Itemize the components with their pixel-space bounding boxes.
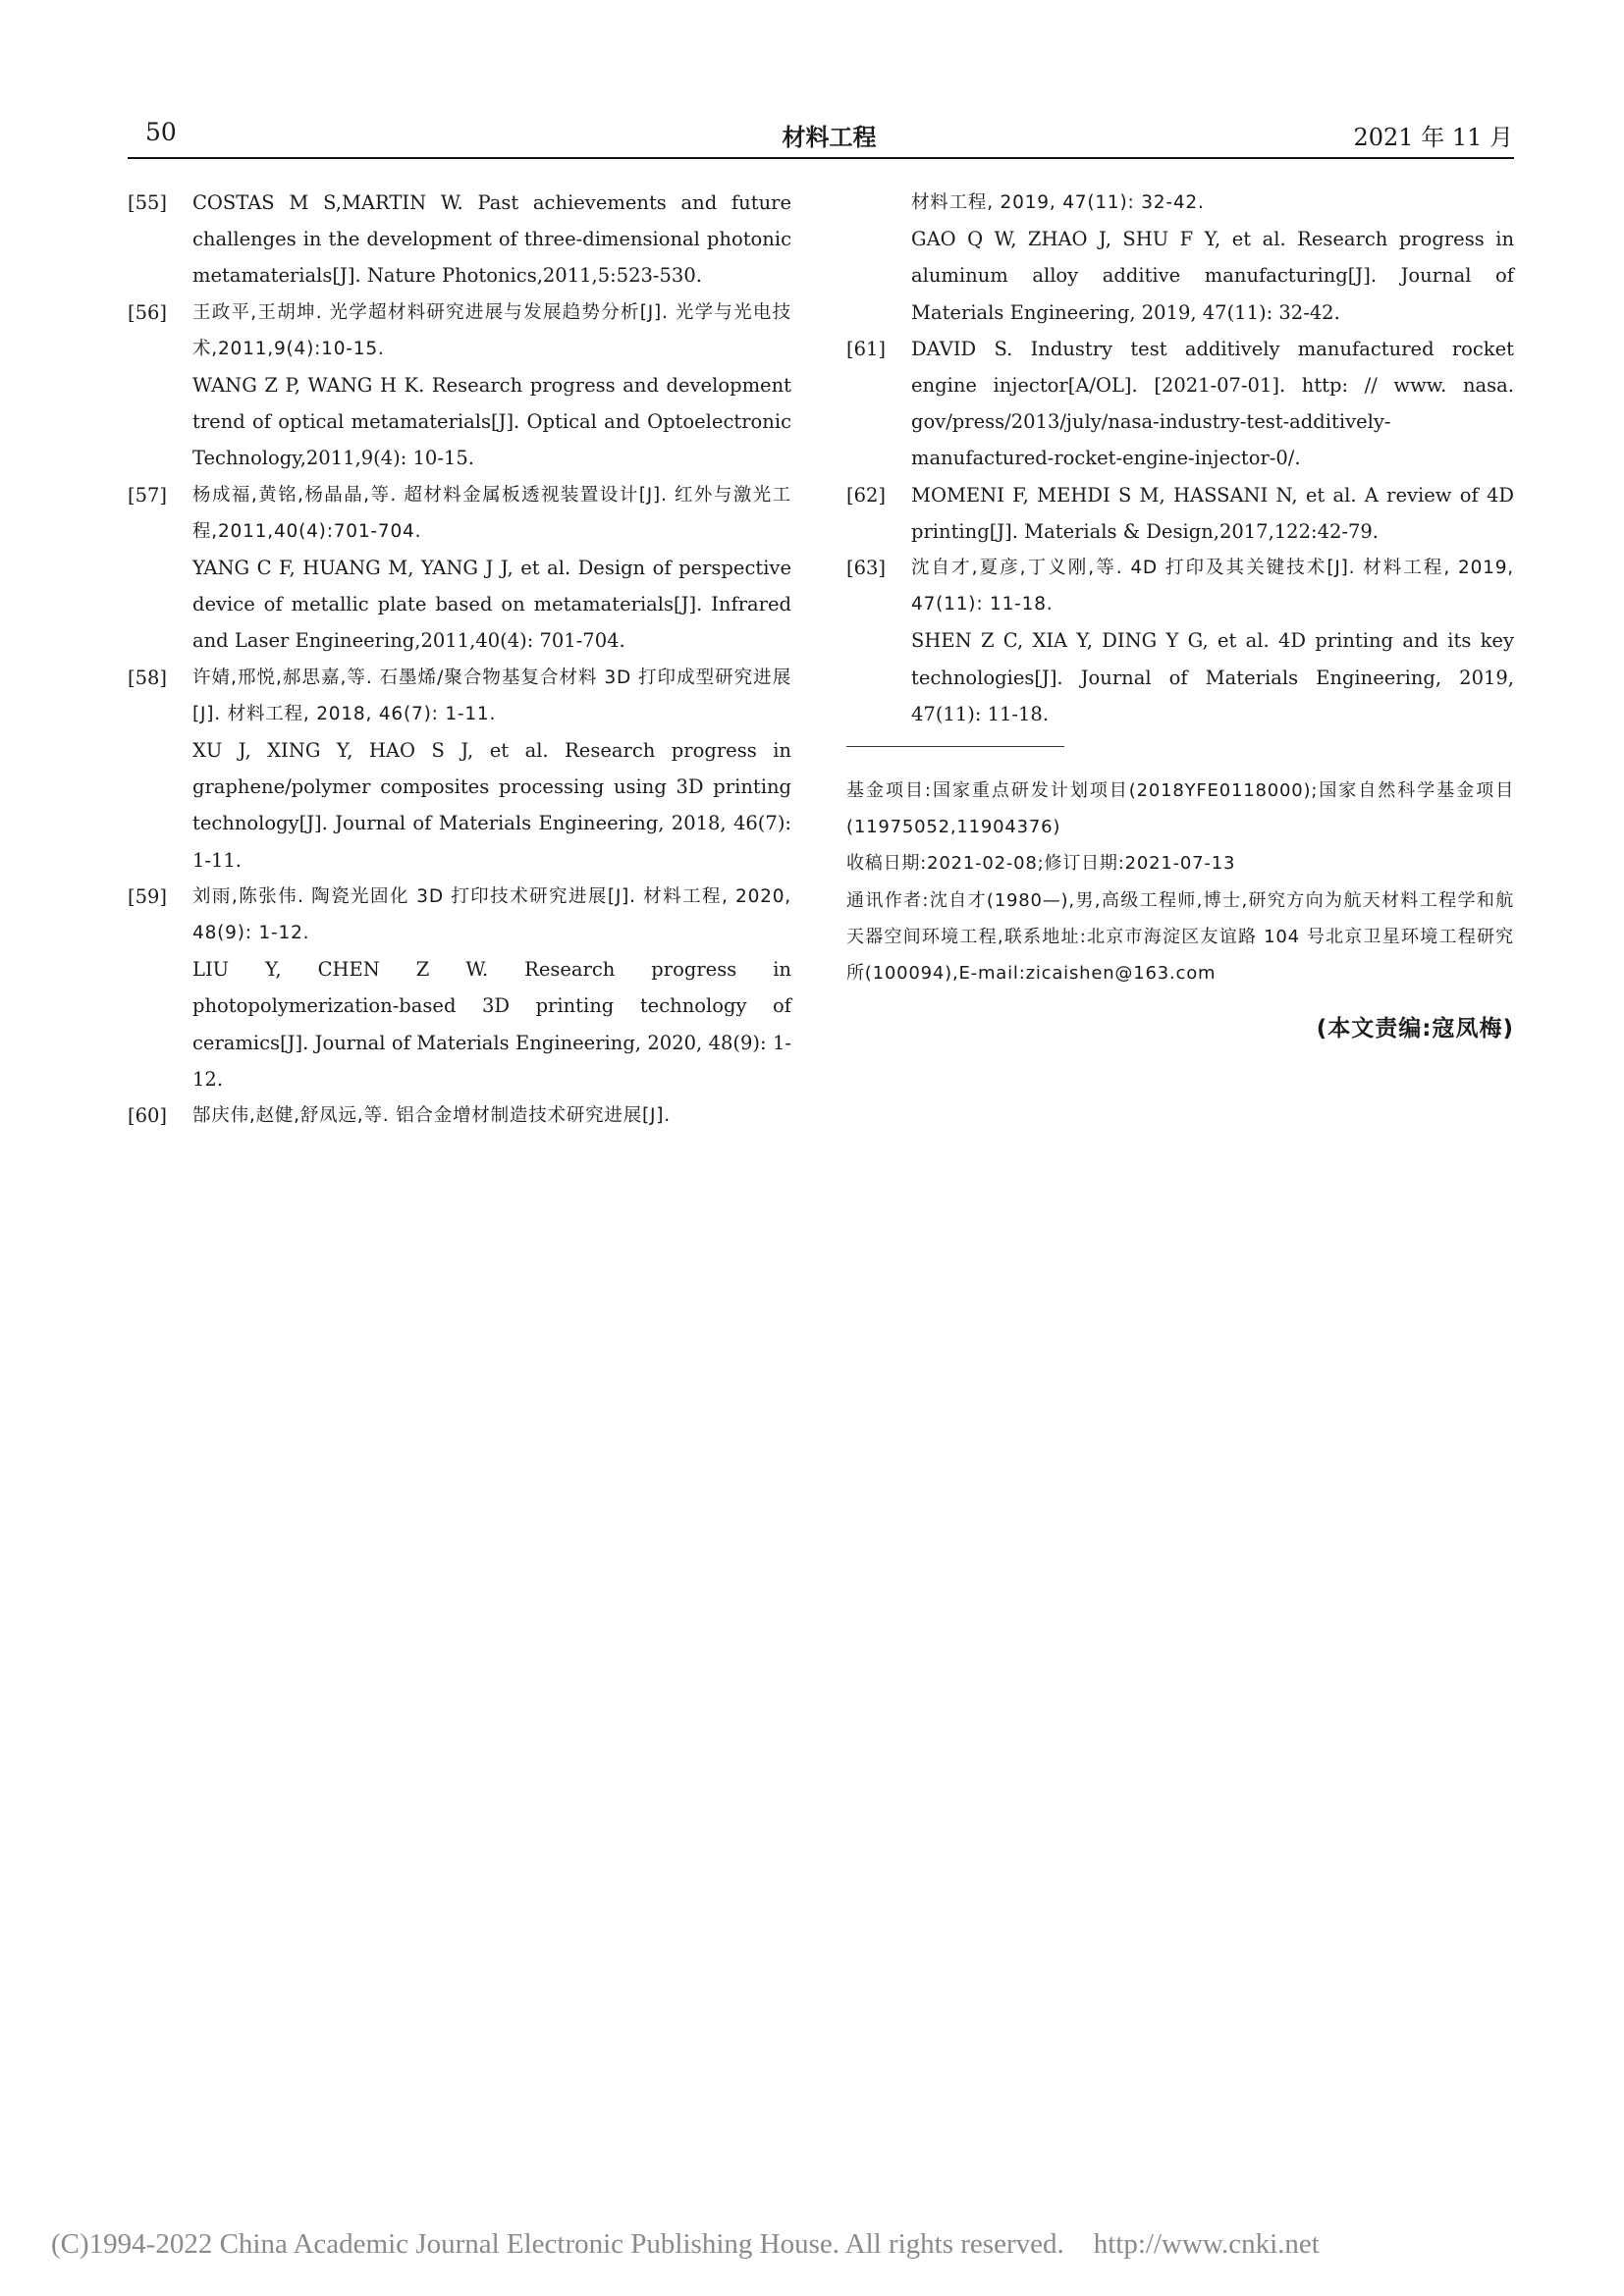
right-column (846, 185, 1514, 1047)
footnote-rule (846, 746, 1064, 747)
reference-number: [57] (128, 483, 168, 507)
correspondence-footnote: 通讯作者:沈自才(1980—),男,高级工程师,博士,研究方向为航天材料工程学和航天器空间环境工程,联系地址:北京市海淀区友谊路 104 号北京卫星环境工程研究所(100094),E-mail:zicaishen@163.com (846, 889, 1514, 985)
reference-text-zh: 郜庆伟,赵健,舒凤远,等. 铝合金增材制造技术研究进展[J]. (192, 1105, 671, 1127)
reference-number: [60] (128, 1104, 168, 1128)
reference-61 (846, 331, 1514, 477)
reference-text-zh: 许婧,邢悦,郝思嘉,等. 石墨烯/聚合物基复合材料 3D 打印成型研究进展[J]. 材料工程, 2018, 46(7): 1-11. (192, 667, 791, 724)
reference-58 (128, 660, 791, 879)
copyright-url: http://www.cnki.net (1093, 2228, 1320, 2260)
reference-text-en: WANG Z P, WANG H K. Research progress and development trend of optical metamaterials[J]. Optical and Optoelectronic Technology,2011,9(4): 10-15. (192, 374, 791, 470)
reference-60 (128, 1097, 791, 1134)
copyright-text: (C)1994-2022 China Academic Journal Electronic Publishing House. All rights reserved. (51, 2228, 1064, 2260)
page-header (145, 110, 1513, 159)
reference-text-en: MOMENI F, MEHDI S M, HASSANI N, et al. A review of 4D printing[J]. Materials & Design,2017,122:42-79. (911, 483, 1514, 543)
issue-date: 2021 年 11 月 (1353, 124, 1513, 151)
reference-text-zh: 杨成福,黄铭,杨晶晶,等. 超材料金属板透视装置设计[J]. 红外与激光工程,2011,40(4):701-704. (192, 484, 791, 542)
reference-56 (128, 294, 791, 477)
reference-60-continuation-en: GAO Q W, ZHAO J, SHU F Y, et al. Research progress in aluminum alloy additive manufacturing[J]. Journal of Materials Engineering, 2019, 47(11): 32-42. (911, 228, 1514, 324)
reference-63 (846, 550, 1514, 732)
reference-57 (128, 477, 791, 660)
reference-60-continuation-zh: 材料工程, 2019, 47(11): 32-42. (911, 192, 1205, 213)
reference-number: [62] (846, 483, 887, 507)
reference-text-zh: 刘雨,陈张伟. 陶瓷光固化 3D 打印技术研究进展[J]. 材料工程, 2020, 48(9): 1-12. (192, 885, 791, 944)
reference-number: [63] (846, 557, 887, 580)
reference-59 (128, 879, 791, 1097)
reference-text-en: YANG C F, HUANG M, YANG J J, et al. Design of perspective device of metallic plate based on metamaterials[J]. Infrared and Laser Engineering,2011,40(4): 701-704. (192, 557, 791, 653)
reference-text-en: COSTAS M S,MARTIN W. Past achievements and future challenges in the development of three-dimensional photonic metamaterials[J]. Nature Photonics,2011,5:523-530. (192, 191, 791, 288)
reference-number: [58] (128, 666, 168, 689)
left-column (128, 185, 791, 1134)
reference-62 (846, 477, 1514, 550)
reference-55 (128, 185, 791, 294)
reference-text-en: LIU Y, CHEN Z W. Research progress in photopolymerization-based 3D printing technology of ceramics[J]. Journal of Materials Engineering, 2020, 48(9): 1-12. (192, 958, 791, 1091)
header-rule (128, 157, 1514, 159)
copyright-footer (51, 2228, 1320, 2261)
page-number: 50 (145, 118, 177, 146)
dates-footnote: 收稿日期:2021-02-08;修订日期:2021-07-13 (846, 853, 1236, 875)
reference-text-en: XU J, XING Y, HAO S J, et al. Research progress in graphene/polymer composites processing using 3D printing technology[J]. Journal of Materials Engineering, 2018, 46(7): 1-11. (192, 739, 791, 872)
reference-number: [56] (128, 300, 168, 324)
reference-number: [55] (128, 191, 168, 214)
reference-text-en: DAVID S. Industry test additively manufactured rocket engine injector[A/OL]. [2021-07-01]. http: // www. nasa. gov/press/2013/july/nasa-industry-test-additively-manufactured-rocket-engine-injector-0/. (911, 337, 1514, 470)
funding-footnote: 基金项目:国家重点研发计划项目(2018YFE0118000);国家自然科学基金项目(11975052,11904376) (846, 780, 1514, 838)
reference-text-en: SHEN Z C, XIA Y, DING Y G, et al. 4D printing and its key technologies[J]. Journal of Materials Engineering, 2019, 47(11): 11-18. (911, 629, 1514, 725)
editor-note: (本文责编:寇凤梅) (1316, 1016, 1514, 1042)
reference-number: [59] (128, 884, 168, 908)
reference-text-zh: 沈自才,夏彦,丁义刚,等. 4D 打印及其关键技术[J]. 材料工程, 2019, 47(11): 11-18. (911, 558, 1514, 615)
journal-title: 材料工程 (782, 124, 877, 151)
reference-number: [61] (846, 337, 887, 360)
reference-text-zh: 王政平,王胡坤. 光学超材料研究进展与发展趋势分析[J]. 光学与光电技术,2011,9(4):10-15. (192, 301, 791, 359)
